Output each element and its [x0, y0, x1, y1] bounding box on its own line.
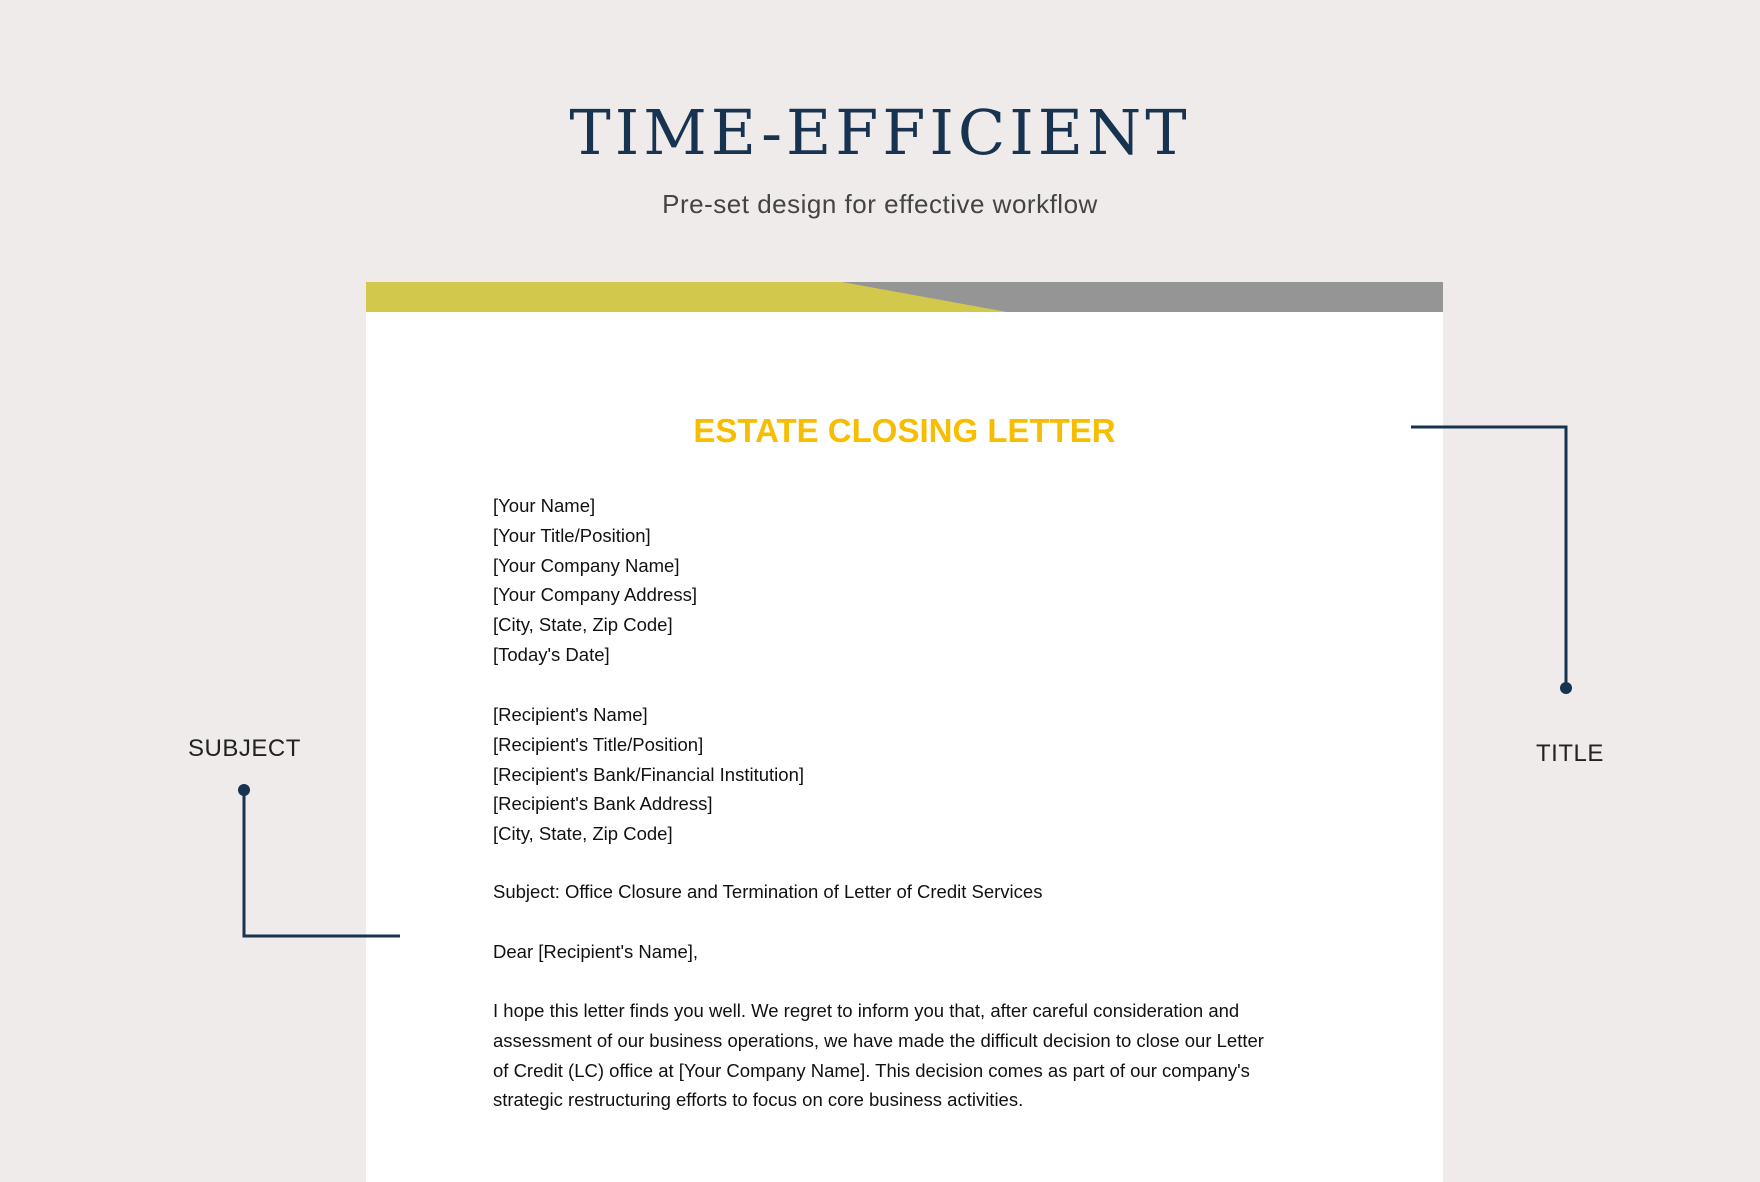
subject-callout-label: SUBJECT — [188, 735, 301, 762]
sender-line: [City, State, Zip Code] — [493, 614, 673, 636]
title-callout-label: TITLE — [1536, 740, 1604, 767]
sender-line: [Your Name] — [493, 495, 596, 516]
sender-line: [Your Title/Position] — [493, 524, 651, 546]
recipient-line: [Recipient's Name] — [493, 704, 648, 725]
subject-line: Subject: Office Closure and Termination of Letter of Credit Services — [493, 881, 1043, 902]
salutation: Dear [Recipient's Name], — [493, 941, 699, 962]
subject-connector — [238, 784, 400, 936]
body-line: of Credit (LC) office at [Your Company Name]. This decision comes as part of our company's — [493, 1059, 1250, 1081]
recipient-line: [Recipient's Title/Position] — [493, 733, 704, 755]
hero-subtitle: Pre-set design for effective workflow — [662, 189, 1098, 219]
body-line: assessment of our business operations, we have made the difficult decision to close our Letter — [493, 1029, 1264, 1051]
sender-line: [Your Company Name] — [493, 554, 680, 576]
document-title: ESTATE CLOSING LETTER — [693, 412, 1116, 449]
body-line: I hope this letter finds you well. We regret to inform you that, after careful consideration and — [493, 1000, 1240, 1021]
sender-line: [Today's Date] — [493, 643, 610, 665]
body-line: strategic restructuring efforts to focus on core business activities. — [493, 1089, 1024, 1111]
recipient-line: [Recipient's Bank/Financial Institution] — [493, 763, 804, 785]
recipient-line: [City, State, Zip Code] — [493, 823, 673, 845]
sender-line: [Your Company Address] — [493, 584, 697, 606]
title-connector — [1411, 427, 1572, 694]
recipient-line: [Recipient's Bank Address] — [493, 793, 713, 815]
hero-title: TIME-EFFICIENT — [569, 96, 1191, 169]
